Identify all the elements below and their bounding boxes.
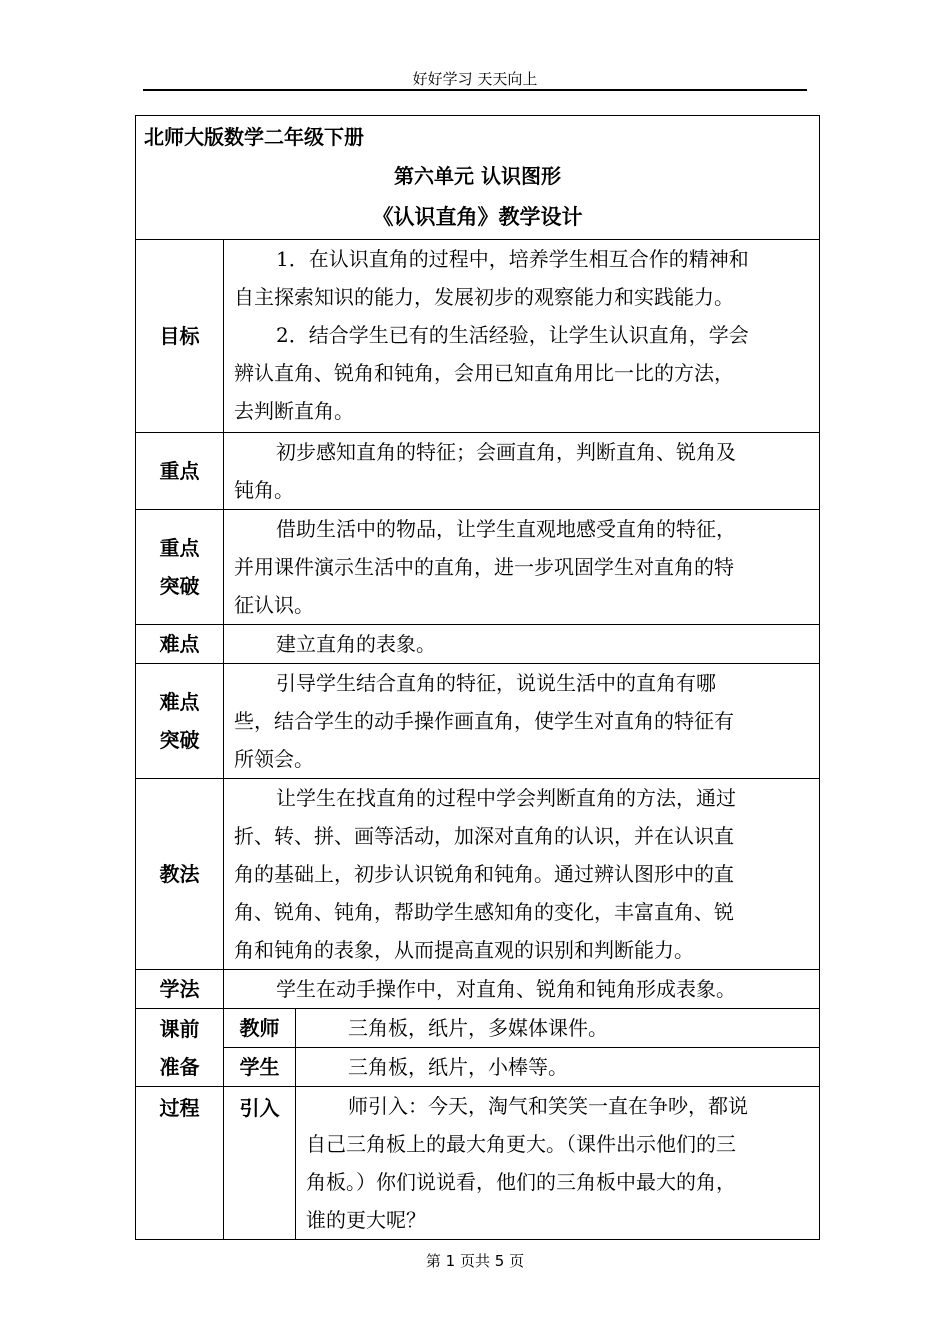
key-breakthrough-label-2: 突破 [159,574,200,598]
preparation-student-row [136,1048,820,1087]
difficulty-content [224,625,820,664]
page-footer: 第 1 页共 5 页 [425,1252,525,1270]
key-line: 钝角。 [234,478,294,502]
teacher-materials [296,1009,820,1048]
difficulty-breakthrough-line: 些，结合学生的动手操作画直角，使学生对直角的特征有 [234,709,734,733]
key-line: 初步感知直角的特征；会画直角，判断直角、锐角及 [276,440,736,464]
key-breakthrough-label [136,510,224,625]
lesson-plan-table [135,115,820,1240]
difficulty-breakthrough-line: 引导学生结合直角的特征，说说生活中的直角有哪 [276,671,716,695]
goals-line: 2．结合学生已有的生活经验，让学生认识直角，学会 [276,323,749,347]
textbook-title: 北师大版数学二年级下册 [144,125,364,149]
header-rule [143,89,807,91]
teaching-method-line: 折、转、拼、画等活动，加深对直角的认识，并在认识直 [234,824,734,848]
teaching-method-line: 角、锐角、钝角，帮助学生感知角的变化，丰富直角、锐 [234,900,734,924]
difficulty-breakthrough-label-1: 难点 [159,690,200,714]
unit-title: 第六单元 认识图形 [394,164,561,188]
goals-row [136,240,820,433]
key-content [224,433,820,510]
teaching-method-line: 角和钝角的表象，从而提高直观的识别和判断能力。 [234,938,694,962]
process-row [136,1087,820,1240]
student-materials [296,1048,820,1087]
goals-label: 目标 [136,240,224,433]
key-row [136,433,820,510]
difficulty-label: 难点 [136,625,224,664]
learning-method-content [224,970,820,1009]
key-breakthrough-row [136,510,820,625]
key-label: 重点 [136,433,224,510]
teaching-method-row [136,779,820,970]
goals-content [224,240,820,433]
process-line: 自己三角板上的最大角更大。（课件出示他们的三 [306,1132,736,1156]
goals-line: 1．在认识直角的过程中，培养学生相互合作的精神和 [276,247,749,271]
process-line: 角板。）你们说说看，他们的三角板中最大的角， [306,1170,736,1194]
title-cell [136,116,820,240]
teaching-method-label: 教法 [136,779,224,970]
teaching-method-content [224,779,820,970]
preparation-label [136,1009,224,1087]
process-line: 师引入：今天，淘气和笑笑一直在争吵，都说 [348,1094,748,1118]
difficulty-breakthrough-line: 所领会。 [234,747,314,771]
difficulty-breakthrough-content [224,664,820,779]
key-breakthrough-line: 借助生活中的物品，让学生直观地感受直角的特征， [276,517,736,541]
teacher-materials-text: 三角板，纸片，多媒体课件。 [348,1016,608,1040]
preparation-label-2: 准备 [159,1054,200,1079]
learning-method-label: 学法 [136,970,224,1009]
goals-line: 自主探索知识的能力，发展初步的观察能力和实践能力。 [234,285,734,309]
preparation-teacher-row [136,1009,820,1048]
difficulty-breakthrough-label-2: 突破 [159,728,200,752]
difficulty-line: 建立直角的表象。 [276,632,436,656]
learning-method-row [136,970,820,1009]
key-breakthrough-content [224,510,820,625]
intro-label: 引入 [224,1087,296,1240]
preparation-label-1: 课前 [159,1016,200,1041]
key-breakthrough-label-1: 重点 [159,536,200,560]
student-label: 学生 [224,1048,296,1087]
goals-line: 辨认直角、锐角和钝角，会用已知直角用比一比的方法， [234,361,734,385]
learning-method-line: 学生在动手操作中，对直角、锐角和钝角形成表象。 [276,977,736,1001]
difficulty-breakthrough-row [136,664,820,779]
key-breakthrough-line: 并用课件演示生活中的直角，进一步巩固学生对直角的特 [234,555,734,579]
teaching-method-line: 角的基础上，初步认识锐角和钝角。通过辨认图形中的直 [234,862,734,886]
process-content [296,1087,820,1240]
process-line: 谁的更大呢？ [306,1208,426,1232]
key-breakthrough-line: 征认识。 [234,593,314,617]
difficulty-breakthrough-label [136,664,224,779]
lesson-title: 《认识直角》教学设计 [372,205,583,229]
teacher-label: 教师 [224,1009,296,1048]
student-materials-text: 三角板，纸片，小棒等。 [348,1055,568,1079]
difficulty-row [136,625,820,664]
teaching-method-line: 让学生在找直角的过程中学会判断直角的方法，通过 [276,786,736,810]
goals-line: 去判断直角。 [234,399,354,423]
title-row [136,116,820,240]
process-label: 过程 [136,1087,224,1240]
page-header: 好好学习 天天向上 [412,70,538,88]
